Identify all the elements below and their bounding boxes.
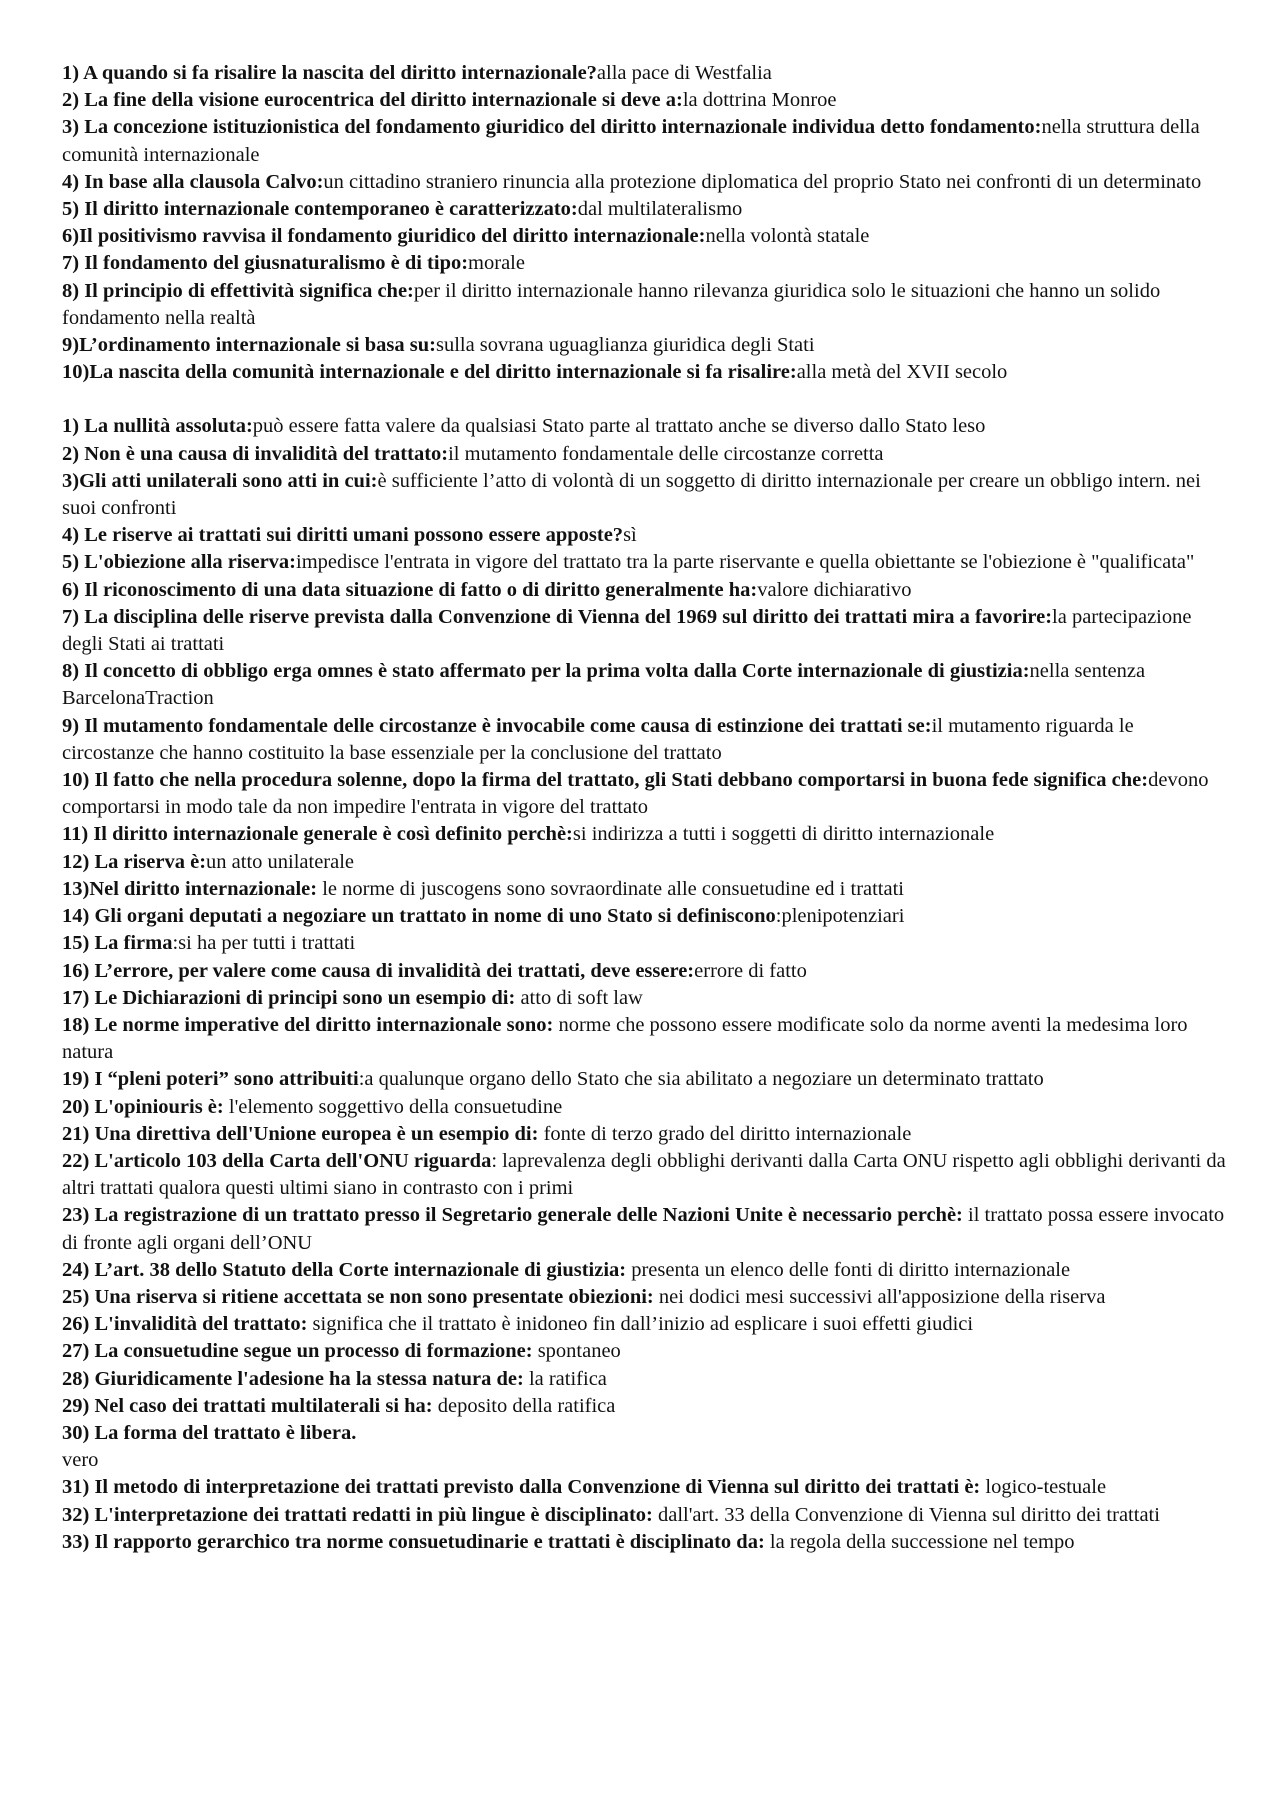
- question: 3) La concezione istituzionistica del fondamento giuridico del diritto internazionale individua detto fondamento:: [62, 116, 1042, 139]
- question: 27) La consuetudine segue un processo di formazione:: [62, 1340, 533, 1363]
- answer: il trattato possa essere invocato di fronte agli organi dell’ONU: [62, 1204, 1225, 1254]
- question: 6) Il riconoscimento di una data situazione di fatto o di diritto generalmente ha:: [62, 578, 758, 601]
- question: 9) Il mutamento fondamentale delle circostanze è invocabile come causa di estinzione dei trattati se:: [62, 714, 932, 737]
- section-spacer: [62, 386, 1230, 413]
- answer: alla metà del XVII secolo: [796, 361, 1008, 384]
- answer: l'elemento soggettivo della consuetudine: [223, 1095, 563, 1118]
- answer: :a qualunque organo dello Stato che sia abilitato a negoziare un determinato trattato: [358, 1068, 1044, 1091]
- qa-item: [62, 87, 1230, 114]
- question: 8) Il principio di effettività significa che:: [62, 279, 414, 302]
- question: 4) Le riserve ai trattati sui diritti umani possono essere apposte?: [62, 524, 624, 547]
- answer: :si ha per tutti i trattati: [172, 932, 356, 955]
- answer: può essere fatta valere da qualsiasi Stato parte al trattato anche se diverso dallo Stato leso: [252, 415, 986, 438]
- answer: vero: [62, 1449, 99, 1472]
- qa-item: [62, 767, 1230, 821]
- qa-item: [62, 169, 1230, 196]
- question: 29) Nel caso dei trattati multilaterali si ha:: [62, 1394, 433, 1417]
- question: 30) La forma del trattato è libera.: [62, 1421, 357, 1444]
- answer: dal multilateralismo: [577, 198, 743, 221]
- qa-item: [62, 278, 1230, 332]
- answer: la partecipazione degli Stati ai trattati: [62, 605, 1192, 656]
- answer: la dottrina Monroe: [682, 89, 837, 112]
- answer: : laprevalenza degli obblighi derivanti dalla Carta ONU rispetto agli obblighi derivanti da altri trattati qualora questi ultimi siano in contrasto con i primi: [62, 1149, 1226, 1200]
- question: 6)Il positivismo ravvisa il fondamento giuridico del diritto internazionale:: [62, 225, 706, 248]
- answer: deposito della ratifica: [432, 1394, 616, 1417]
- answer: la ratifica: [523, 1367, 607, 1390]
- qa-item: [62, 223, 1230, 250]
- question: 8) Il concetto di obbligo erga omnes è stato affermato per la prima volta dalla Corte internazionale di giustizia:: [62, 660, 1030, 683]
- answer: sulla sovrana uguaglianza giuridica degli Stati: [435, 334, 815, 357]
- question: 20) L'opiniouris è:: [62, 1095, 224, 1118]
- question: 32) L'interpretazione dei trattati redatti in più lingue è disciplinato:: [62, 1503, 653, 1526]
- question: 2) La fine della visione eurocentrica del diritto internazionale si deve a:: [62, 89, 683, 112]
- answer: presenta un elenco delle fonti di diritto internazionale: [626, 1258, 1071, 1281]
- question: 1) La nullità assoluta:: [62, 415, 253, 438]
- qa-item: [62, 604, 1230, 658]
- qa-item: [62, 658, 1230, 712]
- qa-item: [62, 1502, 1230, 1529]
- question: 9)L’ordinamento internazionale si basa su:: [62, 334, 436, 357]
- qa-item: [62, 577, 1230, 604]
- qa-item: [62, 114, 1230, 168]
- answer: nella volontà statale: [705, 225, 870, 248]
- qa-item: [62, 985, 1230, 1012]
- answer: il mutamento fondamentale delle circostanze corretta: [448, 442, 884, 465]
- question: 26) L'invalidità del trattato:: [62, 1313, 308, 1336]
- question: 23) La registrazione di un trattato presso il Segretario generale delle Nazioni Unite è necessario perchè:: [62, 1204, 963, 1227]
- answer: nei dodici mesi successivi all'apposizione della riserva: [653, 1285, 1106, 1308]
- answer: devono comportarsi in modo tale da non impedire l'entrata in vigore del trattato: [62, 769, 1209, 819]
- qa-item: [62, 332, 1230, 359]
- qa-item: [62, 1148, 1230, 1202]
- answer: il mutamento riguarda le circostanze che hanno costituito la base essenziale per la conclusione del trattato: [62, 714, 1134, 764]
- qa-item: [62, 876, 1230, 903]
- question: 22) L'articolo 103 della Carta dell'ONU riguarda: [62, 1149, 492, 1172]
- question: 10) Il fatto che nella procedura solenne, dopo la firma del trattato, gli Stati debbano comportarsi in buona fede significa che:: [62, 769, 1149, 792]
- qa-item: [62, 441, 1230, 468]
- answer: atto di soft law: [515, 986, 643, 1009]
- qa-item: [62, 1257, 1230, 1284]
- qa-item: [62, 1311, 1230, 1338]
- qa-item: [62, 821, 1230, 848]
- qa-item: [62, 849, 1230, 876]
- qa-item: [62, 522, 1230, 549]
- question: 1) A quando si fa risalire la nascita del diritto internazionale?: [62, 62, 597, 84]
- answer: alla pace di Westfalia: [596, 62, 772, 84]
- question: 24) L’art. 38 dello Statuto della Corte internazionale di giustizia:: [62, 1258, 627, 1281]
- answer: valore dichiarativo: [757, 578, 912, 601]
- question: 15) La firma: [62, 932, 173, 955]
- answer: dall'art. 33 della Convenzione di Vienna sul diritto dei trattati: [652, 1503, 1160, 1526]
- qa-item: [62, 196, 1230, 223]
- answer: è sufficiente l’atto di volontà di un soggetto di diritto internazionale per creare un obbligo intern. nei suoi confronti: [62, 469, 1201, 520]
- qa-item: [62, 1366, 1230, 1393]
- qa-item: [62, 1338, 1230, 1365]
- answer: sì: [623, 524, 637, 547]
- answer: spontaneo: [532, 1340, 621, 1363]
- qa-item: [62, 930, 1230, 957]
- qa-item: [62, 1393, 1230, 1420]
- answer: fonte di terzo grado del diritto internazionale: [538, 1122, 912, 1145]
- answer: norme che possono essere modificate solo da norme aventi la medesima loro natura: [62, 1013, 1188, 1064]
- answer: significa che il trattato è inidoneo fin dall’inizio ad esplicare i suoi effetti giudici: [307, 1313, 974, 1336]
- answer: morale: [468, 252, 525, 275]
- answer: errore di fatto: [694, 959, 807, 982]
- qa-item: [62, 549, 1230, 576]
- qa-item: [62, 1529, 1230, 1556]
- question: 7) Il fondamento del giusnaturalismo è di tipo:: [62, 252, 469, 275]
- question: 4) In base alla clausola Calvo:: [62, 170, 324, 193]
- question: 31) Il metodo di interpretazione dei trattati previsto dalla Convenzione di Vienna sul diritto dei trattati è:: [62, 1476, 981, 1499]
- question: 28) Giuridicamente l'adesione ha la stessa natura de:: [62, 1367, 524, 1390]
- answer: si indirizza a tutti i soggetti di diritto internazionale: [572, 823, 995, 846]
- question: 5) Il diritto internazionale contemporaneo è caratterizzato:: [62, 198, 578, 221]
- qa-item: [62, 60, 1230, 87]
- section-storia-fondamenti: [62, 60, 1230, 386]
- question: 16) L’errore, per valere come causa di invalidità dei trattati, deve essere:: [62, 959, 695, 982]
- qa-item: [62, 1474, 1230, 1501]
- answer: un atto unilaterale: [206, 850, 355, 873]
- qa-item: [62, 1420, 1230, 1474]
- answer: la regola della successione nel tempo: [764, 1530, 1075, 1553]
- qa-item: [62, 413, 1230, 440]
- answer: logico-testuale: [980, 1476, 1107, 1499]
- question: 5) L'obiezione alla riserva:: [62, 551, 296, 574]
- question: 2) Non è una causa di invalidità del trattato:: [62, 442, 449, 465]
- question: 18) Le norme imperative del diritto internazionale sono:: [62, 1013, 554, 1036]
- question: 33) Il rapporto gerarchico tra norme consuetudinarie e trattati è disciplinato da:: [62, 1530, 765, 1553]
- answer: nella struttura della comunità internazionale: [62, 116, 1200, 166]
- qa-item: [62, 250, 1230, 277]
- qa-item: [62, 1012, 1230, 1066]
- question: 12) La riserva è:: [62, 850, 207, 873]
- qa-item: [62, 1284, 1230, 1311]
- qa-item: [62, 958, 1230, 985]
- qa-item: [62, 468, 1230, 522]
- answer: nella sentenza BarcelonaTraction: [62, 660, 1146, 710]
- qa-item: [62, 713, 1230, 767]
- answer: per il diritto internazionale hanno rilevanza giuridica solo le situazioni che hanno un solido fondamento nella realtà: [62, 279, 1161, 329]
- qa-item: [62, 1066, 1230, 1093]
- question: 11) Il diritto internazionale generale è così definito perchè:: [62, 823, 573, 846]
- qa-item: [62, 903, 1230, 930]
- qa-item: [62, 1202, 1230, 1256]
- question: 17) Le Dichiarazioni di principi sono un esempio di:: [62, 986, 516, 1009]
- answer: :plenipotenziari: [775, 905, 905, 928]
- answer: le norme di juscogens sono sovraordinate alle consuetudine ed i trattati: [317, 877, 904, 900]
- qa-item: [62, 359, 1230, 386]
- qa-item: [62, 1094, 1230, 1121]
- question: 14) Gli organi deputati a negoziare un trattato in nome di uno Stato si definiscono: [62, 905, 776, 928]
- question: 21) Una direttiva dell'Unione europea è un esempio di:: [62, 1122, 539, 1145]
- question: 3)Gli atti unilaterali sono atti in cui:: [62, 469, 378, 492]
- document-page: [62, 60, 1230, 1556]
- question: 7) La disciplina delle riserve prevista dalla Convenzione di Vienna del 1969 sul diritto dei trattati mira a favorire:: [62, 605, 1053, 628]
- question: 13)Nel diritto internazionale:: [62, 877, 318, 900]
- qa-item: [62, 1121, 1230, 1148]
- question: 19) I “pleni poteri” sono attribuiti: [62, 1068, 359, 1091]
- question: 10)La nascita della comunità internazionale e del diritto internazionale si fa risalire:: [62, 361, 797, 384]
- section-trattati-fonti: [62, 413, 1230, 1556]
- answer: impedisce l'entrata in vigore del trattato tra la parte riservante e quella obiettante se l'obiezione è "qualificata": [296, 551, 1195, 574]
- answer: un cittadino straniero rinuncia alla protezione diplomatica del proprio Stato nei confronti di un determinato: [323, 170, 1202, 193]
- question: 25) Una riserva si ritiene accettata se non sono presentate obiezioni:: [62, 1285, 654, 1308]
